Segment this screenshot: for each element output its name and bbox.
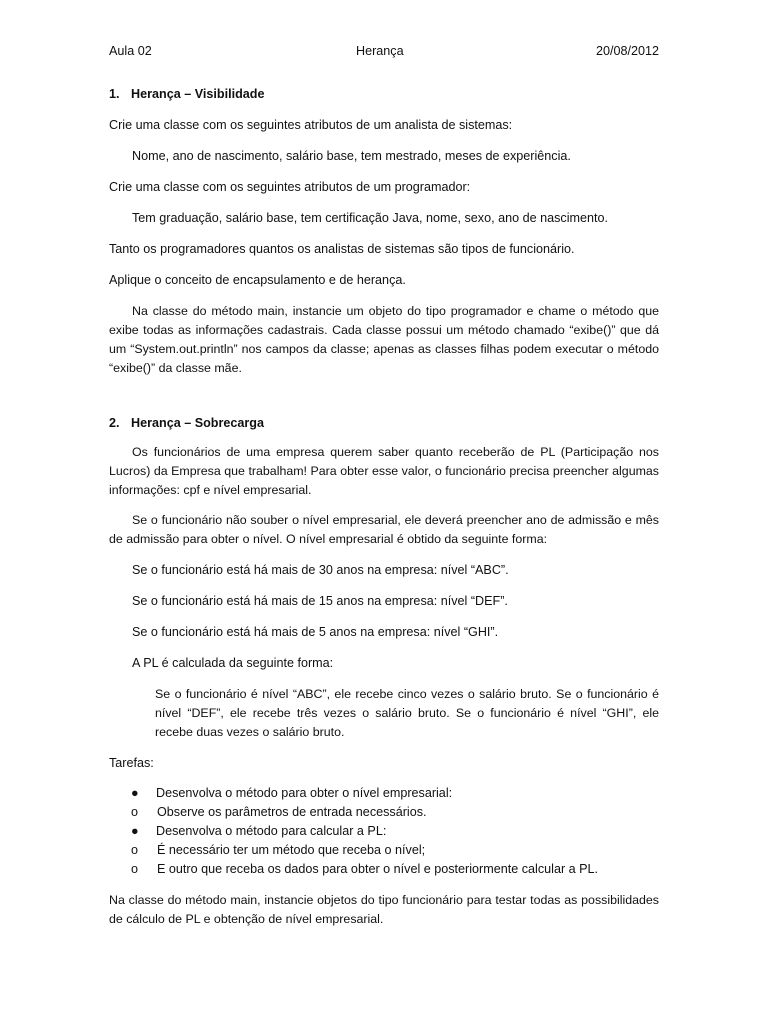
s1-analyst-attributes: Nome, ano de nascimento, salário base, tem mestrado, meses de experiência. (132, 149, 571, 163)
task-text: Desenvolva o método para obter o nível empresarial: (156, 786, 453, 800)
s2-level-intro: Se o funcionário não souber o nível empresarial, ele deverá preencher ano de admissão e mês de admissão para obter o nível. O nível empresarial é obtido da seguinte forma: (109, 513, 659, 546)
sub-task-text: E outro que receba os dados para obter o nível e posteriormente calcular a PL. (157, 862, 599, 876)
header-topic: Herança (356, 44, 404, 58)
bullet-icon: ● (131, 786, 139, 800)
s1-encapsulation: Aplique o conceito de encapsulamento e de herança. (109, 273, 406, 287)
s2-pl-calc-rule: Se o funcionário é nível “ABC”, ele recebe cinco vezes o salário bruto. Se o funcionário é nível “DEF”, ele recebe três vezes o salário bruto. Se o funcionário é nível “GHI”, ele recebe duas vezes o salário bruto. (155, 687, 659, 739)
circle-bullet-icon: o (131, 843, 139, 857)
circle-bullet-icon: o (131, 805, 139, 819)
sub-task-text: Observe os parâmetros de entrada necessários. (157, 805, 427, 819)
task-item (109, 784, 659, 803)
s1-analyst-intro: Crie uma classe com os seguintes atributos de um analista de sistemas: (109, 118, 513, 132)
page-header (109, 44, 659, 62)
section-2-title: Herança – Sobrecarga (131, 416, 265, 430)
header-lesson: Aula 02 (109, 44, 152, 58)
s1-employee-types: Tanto os programadores quantos os analistas de sistemas são tipos de funcionário. (109, 242, 575, 256)
document-body (109, 84, 659, 929)
s2-closing: Na classe do método main, instancie objetos do tipo funcionário para testar todas as possibilidades de cálculo de PL e obtenção de nível empresarial. (109, 893, 659, 926)
section-2-number: 2. (109, 416, 120, 430)
s2-pl-intro: Os funcionários de uma empresa querem saber quanto receberão de PL (Participação nos Lucros) da Empresa que trabalham! Para obter esse valor, o funcionário precisa preencher algumas informações: cpf e nível empresarial. (109, 445, 659, 497)
sub-task-item (109, 841, 659, 860)
task-list (109, 784, 659, 879)
s2-pl-calc-intro: A PL é calculada da seguinte forma: (132, 656, 334, 670)
sub-task-item (109, 860, 659, 879)
s1-programmer-attributes: Tem graduação, salário base, tem certificação Java, nome, sexo, ano de nascimento. (132, 211, 609, 225)
section-1-title: Herança – Visibilidade (131, 87, 265, 101)
sub-task-group (109, 841, 659, 879)
section-2-heading (109, 413, 659, 433)
bullet-icon: ● (131, 824, 139, 838)
s1-main-instructions: Na classe do método main, instancie um objeto do tipo programador e chame o método que exibe todas as informações cadastrais. Cada classe possui um método chamado “exibe()” que dá um “System.out.println” nos campos da classe; apenas as classes filhas podem executar o método “exibe()” da classe mãe. (109, 304, 659, 375)
section-1-number: 1. (109, 87, 120, 101)
sub-task-list (109, 841, 659, 879)
sub-task-list (109, 803, 659, 822)
s2-rule-ghi: Se o funcionário está há mais de 5 anos na empresa: nível “GHI”. (132, 625, 499, 639)
circle-bullet-icon: o (131, 862, 139, 876)
sub-task-group (109, 803, 659, 822)
s1-programmer-intro: Crie uma classe com os seguintes atributos de um programador: (109, 180, 471, 194)
task-text: Desenvolva o método para calcular a PL: (156, 824, 387, 838)
s2-rule-abc: Se o funcionário está há mais de 30 anos na empresa: nível “ABC”. (132, 563, 509, 577)
section-1-heading (109, 84, 659, 104)
s2-tasks-label: Tarefas: (109, 756, 154, 770)
task-item (109, 822, 659, 841)
sub-task-item (109, 803, 659, 822)
header-date: 20/08/2012 (595, 44, 659, 58)
s2-rule-def: Se o funcionário está há mais de 15 anos na empresa: nível “DEF”. (132, 594, 508, 608)
sub-task-text: É necessário ter um método que receba o nível; (157, 843, 426, 857)
